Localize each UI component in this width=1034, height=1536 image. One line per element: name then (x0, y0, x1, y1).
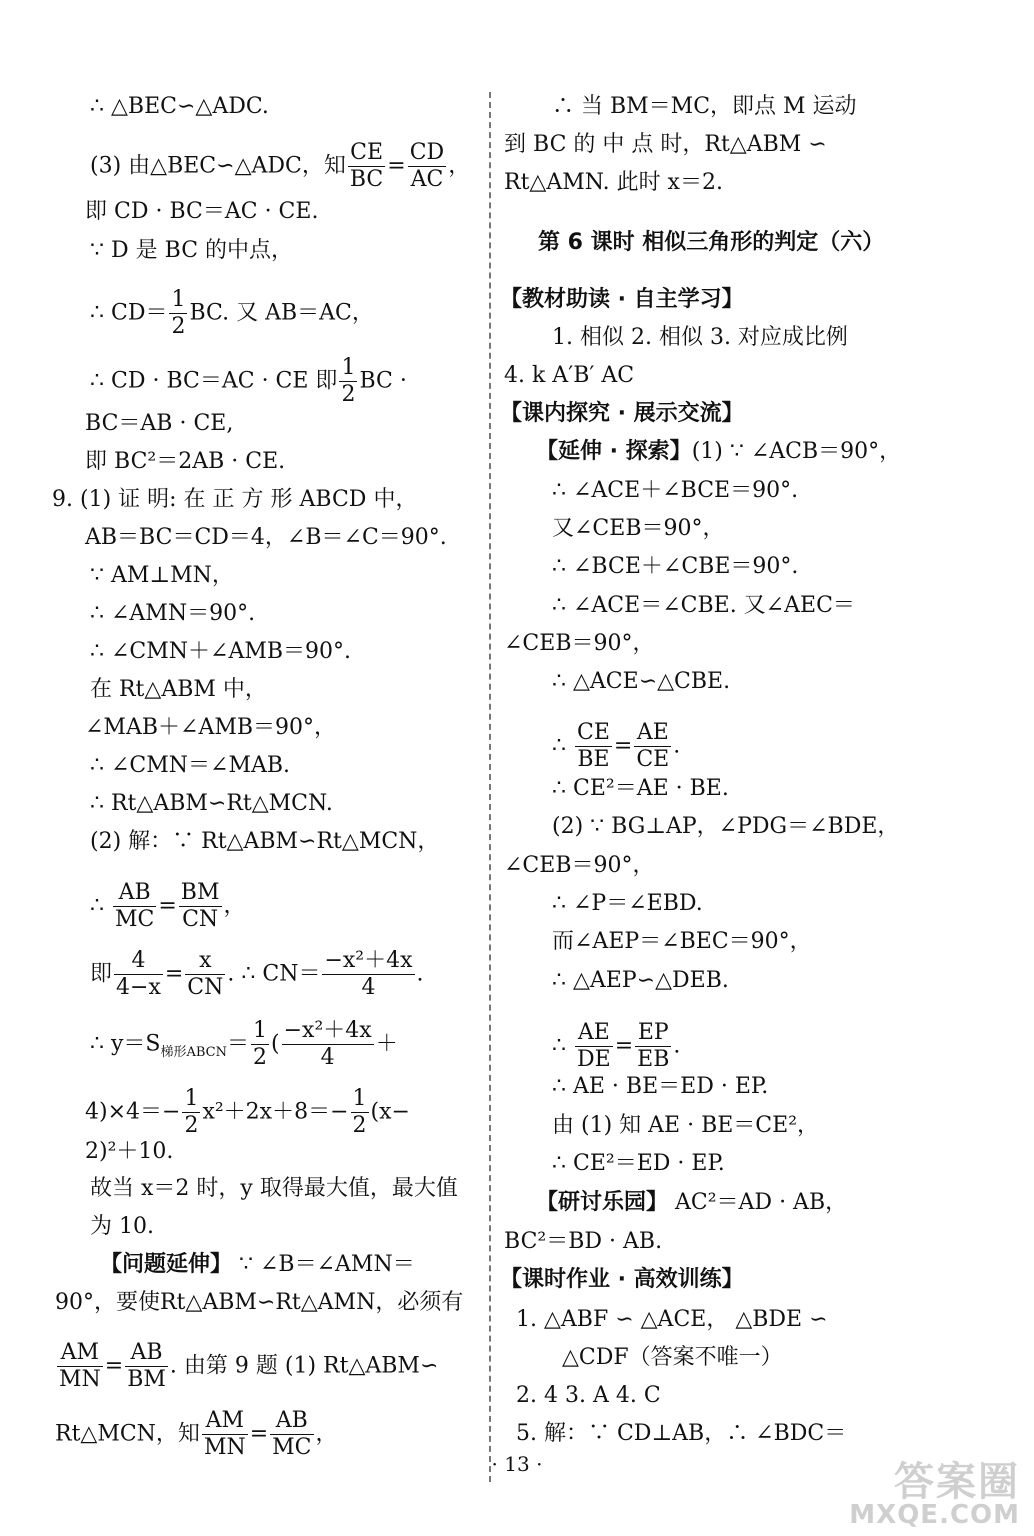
text-line: ∴ AE · BE＝ED · EP. (552, 1074, 769, 1099)
text-line: Rt△MCN，知 $\frac{AM}{MN}$ = $\frac{AB}{MC}$ ， (55, 1408, 338, 1460)
text-line: (2) 解：∵ Rt△ABM∽Rt△MCN， (90, 829, 440, 854)
text-line: ∴ ∠AMN＝90°. (90, 601, 256, 626)
text-line: 即 BC²＝2AB · CE. (85, 449, 286, 474)
text-line: $\frac{AM}{MN}$ = $\frac{AB}{BM}$ . 由第 9 题 (1) Rt△ABM∽ (59, 1340, 439, 1392)
page-number: · 13 · (491, 1452, 543, 1476)
text-line: 4)×4＝− $\frac{1}{2}$ x²＋2x＋8＝− $\frac{1}{2}$ (x− (85, 1086, 410, 1138)
fraction: $\frac{CE}{BC}$ (349, 140, 384, 192)
text-line: (2) ∵ BG⊥AP，∠PDG＝∠BDE， (552, 814, 900, 839)
section-heading: 【研讨乐园】 (536, 1190, 669, 1215)
fraction: $\frac{CE}{BE}$ (577, 720, 610, 772)
text-line: △CDF（答案不唯一） (562, 1345, 783, 1370)
fraction: $\frac{AB}{BM}$ (127, 1340, 166, 1392)
section-heading: 【问题延伸】 (100, 1252, 233, 1277)
section-heading: 【课内探究 · 展示交流】 (500, 401, 744, 426)
text-line: ∴ CD · BC＝AC · CE 即 $\frac{1}{2}$ BC · (90, 355, 407, 407)
text-line: ∴ $y=S_{梯形ABCN}=$ $\frac{1}{2}$ ( $\frac{\text{−x²＋4x}}{4}$ ＋ (90, 1018, 398, 1070)
section-heading: 【课时作业 · 高效训练】 (500, 1267, 744, 1292)
text-line: BC²＝BD · AB. (504, 1229, 663, 1254)
text-line: 即 $\frac{4}{4-x}$ = $\frac{x}{CN}$ . ∴ CN＝ $\frac{\text{−x²＋4x}}{4}$ . (90, 948, 424, 1000)
watermark-url: MXQE.COM (849, 1500, 1020, 1530)
text-line: ∴ $\frac{AE}{DE}$ = $\frac{EP}{EB}$ . (552, 1020, 681, 1072)
fraction: $\frac{AM}{MN}$ (203, 1408, 246, 1460)
text-line: ∴ $\frac{CE}{BE}$ = $\frac{AE}{CE}$ . (552, 720, 681, 772)
text-line: 在 Rt△ABM 中， (90, 677, 267, 702)
fraction: $\frac{1}{2}$ (184, 1086, 199, 1138)
text-line: ∴ CE²＝AE · BE. (552, 776, 729, 801)
fraction: $\frac{AE}{DE}$ (577, 1020, 611, 1072)
text-line: 为 10. (90, 1214, 154, 1239)
text-line: ∴ △ACE∽△CBE. (552, 669, 731, 694)
fraction: $\frac{\text{−x²＋4x}}{4}$ (324, 948, 413, 1000)
text-line: AB＝BC＝CD＝4，∠B＝∠C＝90°. (85, 525, 447, 550)
text-line: 而∠AEP＝∠BEC＝90°， (552, 929, 812, 954)
text-line: BC＝AB · CE, (85, 411, 234, 436)
text-line: 1. △ABF ∽ △ACE， △BDE ∽ (516, 1307, 828, 1332)
text-line: 故当 x＝2 时，y 取得最大值，最大值 (90, 1176, 458, 1201)
text-line: ∴ 当 BM＝MC，即点 M 运动 (552, 94, 857, 119)
text-line: ∠CEB＝90°， (504, 853, 655, 878)
text-line: ∴ CD＝ $\frac{1}{2}$ BC. 又 AB＝AC， (90, 287, 374, 339)
text-line: Rt△AMN. 此时 x＝2. (504, 170, 723, 195)
text-line: ∴ Rt△ABM∽Rt△MCN. (90, 791, 333, 816)
text-line: 2)²＋10. (85, 1139, 174, 1164)
text-line: ∴ CE²＝ED · EP. (552, 1151, 725, 1176)
text-line: 即 CD · BC＝AC · CE. (85, 199, 319, 224)
text-line: ∴ △BEC∽△ADC. (90, 94, 269, 119)
text-line: ∴ ∠BCE＋∠CBE＝90°. (552, 554, 799, 579)
text-line: 【延伸 · 探索】(1) ∵ ∠ACB＝90°， (536, 439, 902, 464)
text-line: 【研讨乐园】 AC²＝AD · AB， (536, 1190, 848, 1215)
text-line: 5. 解：∵ CD⊥AB，∴ ∠BDC＝ (516, 1421, 847, 1446)
text-line: 由 (1) 知 AE · BE＝CE²， (552, 1113, 820, 1138)
fraction: $\frac{1}{2}$ (171, 287, 186, 339)
fraction: $\frac{AE}{CE}$ (636, 720, 670, 772)
fraction: $\frac{AB}{MC}$ (115, 880, 155, 932)
fraction: $\frac{1}{2}$ (253, 1018, 268, 1070)
section-heading: 【延伸 · 探索】 (536, 439, 692, 464)
text-line: 到 BC 的 中 点 时，Rt△ABM ∽ (504, 132, 827, 157)
text-line: ∴ ∠CMN＝∠MAB. (90, 753, 291, 778)
text-line: ∠MAB＋∠AMB＝90°， (85, 715, 337, 740)
fraction: $\frac{AM}{MN}$ (59, 1340, 101, 1392)
text-line: ∴ $\frac{AB}{MC}$ = $\frac{BM}{CN}$ ， (90, 880, 246, 932)
fraction: $\frac{CD}{AC}$ (409, 140, 445, 192)
fraction: $\frac{1}{2}$ (341, 355, 356, 407)
text-line: ∴ ∠ACE＋∠BCE＝90°. (552, 478, 799, 503)
text-line: ∵ AM⊥MN， (90, 563, 234, 588)
text-line: 4. k A′B′ AC (504, 363, 635, 388)
text-line: 2. 4 3. A 4. C (516, 1383, 661, 1408)
text-line: 9. (1) 证 明: 在 正 方 形 ABCD 中， (52, 487, 418, 512)
fraction: $\frac{1}{2}$ (352, 1086, 367, 1138)
text-line: ∴ △AEP∽△DEB. (552, 968, 729, 993)
text-line: 【问题延伸】 ∵ ∠B＝∠AMN＝ (100, 1252, 415, 1277)
text-line: (3) 由△BEC∽△ADC，知 $\frac{CE}{BC}$ = $\frac{CD}{AC}$ ， (90, 140, 471, 192)
lesson-title: 第 6 课时 相似三角形的判定（六） (538, 230, 885, 255)
text-line: ∵ D 是 BC 的中点， (90, 238, 294, 263)
text-line: 1. 相似 2. 相似 3. 对应成比例 (552, 325, 848, 350)
text-line: ∴ ∠CMN＋∠AMB＝90°. (90, 639, 352, 664)
section-heading: 【教材助读 · 自主学习】 (500, 287, 744, 312)
column-divider (489, 92, 491, 1482)
text-line: 90°，要使Rt△ABM∽Rt△AMN，必须有 (55, 1290, 464, 1315)
fraction: $\frac{\text{−x²＋4x}}{4}$ (283, 1018, 372, 1070)
fraction: $\frac{x}{CN}$ (187, 948, 224, 1000)
watermark-logo (841, 1450, 1026, 1530)
text-line: ∴ ∠P＝∠EBD. (552, 891, 703, 916)
fraction: $\frac{BM}{CN}$ (180, 880, 220, 932)
text-line: ∠CEB＝90°， (504, 631, 655, 656)
fraction: $\frac{AB}{MC}$ (272, 1408, 312, 1460)
text-line: ∴ ∠ACE＝∠CBE. 又∠AEC＝ (552, 593, 855, 618)
fraction: $\frac{4}{4-x}$ (116, 948, 161, 1000)
watermark-text: 答案圈 (894, 1459, 1020, 1505)
text-line: 又∠CEB＝90°， (552, 516, 725, 541)
fraction: $\frac{EP}{EB}$ (637, 1020, 670, 1072)
